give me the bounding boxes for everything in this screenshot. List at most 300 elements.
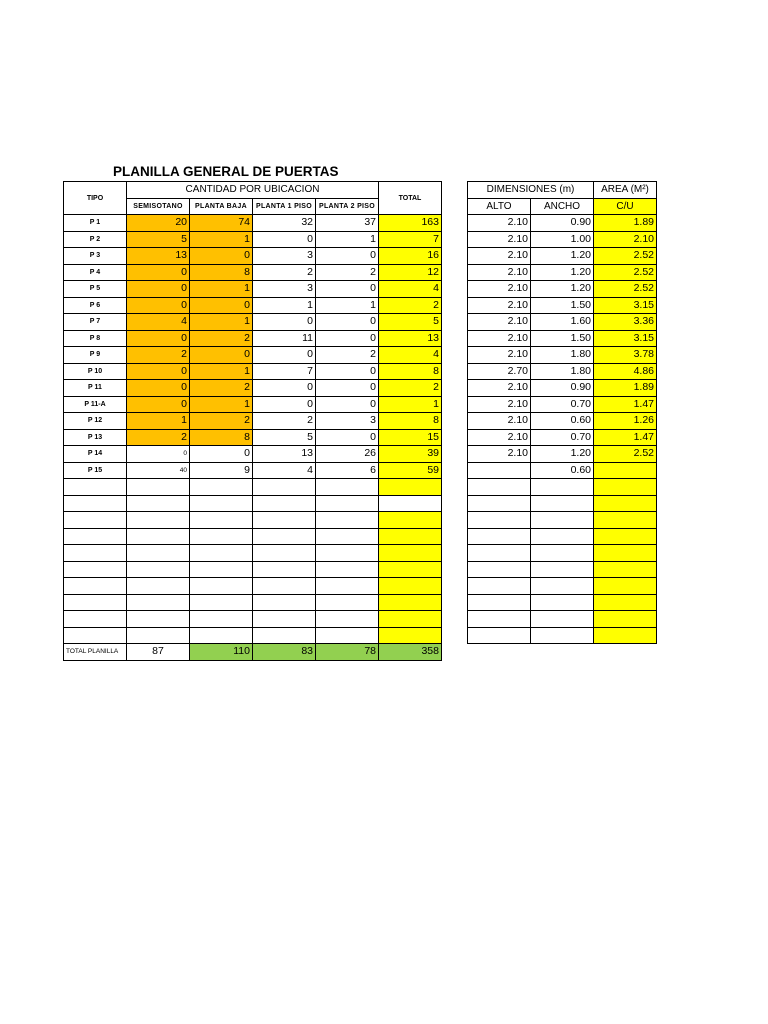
header-semisotano: SEMISOTANO	[127, 198, 190, 215]
empty-cell	[531, 528, 594, 545]
cell-tipo: P 7	[64, 314, 127, 331]
cell-alto: 2.10	[468, 281, 531, 298]
spacer-cell	[442, 330, 468, 347]
cell-tipo: P 11-A	[64, 396, 127, 413]
cell-planta-2: 0	[316, 248, 379, 265]
empty-cell	[64, 627, 127, 644]
cell-tipo: P 13	[64, 429, 127, 446]
empty-cell	[64, 594, 127, 611]
cell-planta-baja: 8	[190, 429, 253, 446]
header-cu: C/U	[594, 198, 657, 215]
total-planta-2: 78	[316, 644, 379, 661]
empty-cell	[316, 578, 379, 595]
empty-cell	[127, 512, 190, 529]
empty-cell	[531, 561, 594, 578]
cell-planta-1: 7	[253, 363, 316, 380]
empty-cell	[190, 578, 253, 595]
cell-planta-baja: 1	[190, 314, 253, 331]
empty-cell	[190, 495, 253, 512]
cell-planta-2: 37	[316, 215, 379, 232]
cell-tipo: P 9	[64, 347, 127, 364]
cell-planta-1: 0	[253, 231, 316, 248]
table-row	[64, 314, 657, 331]
header-row-2	[64, 198, 657, 215]
total-planta-1: 83	[253, 644, 316, 661]
empty-cell	[468, 528, 531, 545]
cell-ancho: 1.20	[531, 281, 594, 298]
cell-total: 4	[379, 347, 442, 364]
cell-area: 1.26	[594, 413, 657, 430]
spacer-cell	[442, 462, 468, 479]
cell-ancho: 0.90	[531, 215, 594, 232]
empty-cell	[531, 479, 594, 496]
table-row	[64, 347, 657, 364]
cell-alto: 2.70	[468, 363, 531, 380]
cell-area: 2.52	[594, 281, 657, 298]
table-row	[64, 297, 657, 314]
cell-semisotano: 2	[127, 347, 190, 364]
cell-alto: 2.10	[468, 297, 531, 314]
empty-cell	[316, 528, 379, 545]
cell-planta-baja: 2	[190, 380, 253, 397]
cell-ancho: 0.60	[531, 462, 594, 479]
cell-planta-baja: 0	[190, 446, 253, 463]
empty-cell	[127, 528, 190, 545]
cell-planta-2: 0	[316, 380, 379, 397]
cell-ancho: 0.60	[531, 413, 594, 430]
cell-alto: 2.10	[468, 264, 531, 281]
cell-planta-baja: 0	[190, 297, 253, 314]
empty-cell	[253, 528, 316, 545]
table-row	[64, 363, 657, 380]
empty-cell	[253, 495, 316, 512]
empty-row	[64, 479, 657, 496]
cell-semisotano: 40	[127, 462, 190, 479]
empty-cell	[442, 594, 468, 611]
empty-cell	[379, 512, 442, 529]
header-total: TOTAL	[379, 182, 442, 215]
empty-cell	[190, 627, 253, 644]
table-row	[64, 462, 657, 479]
cell-tipo: P 6	[64, 297, 127, 314]
cell-alto: 2.10	[468, 314, 531, 331]
cell-planta-1: 4	[253, 462, 316, 479]
cell-area: 3.36	[594, 314, 657, 331]
empty-cell	[594, 512, 657, 529]
cell-planta-1: 0	[253, 396, 316, 413]
cell-area: 1.47	[594, 396, 657, 413]
cell-planta-2: 0	[316, 429, 379, 446]
empty-cell	[64, 512, 127, 529]
cell-tipo: P 2	[64, 231, 127, 248]
empty-cell	[468, 545, 531, 562]
cell-planta-2: 0	[316, 314, 379, 331]
header-ancho: ANCHO	[531, 198, 594, 215]
cell-planta-baja: 1	[190, 281, 253, 298]
cell-tipo: P 14	[64, 446, 127, 463]
empty-cell	[531, 495, 594, 512]
sheet-title: PLANILLA GENERAL DE PUERTAS	[113, 164, 339, 179]
empty-cell	[468, 594, 531, 611]
cell-alto: 2.10	[468, 215, 531, 232]
cell-total: 4	[379, 281, 442, 298]
header-tipo: TIPO	[64, 182, 127, 215]
cell-alto: 2.10	[468, 380, 531, 397]
empty-cell	[190, 545, 253, 562]
empty-cell	[379, 561, 442, 578]
empty-cell	[190, 479, 253, 496]
cell-alto: 2.10	[468, 413, 531, 430]
empty-cell	[127, 594, 190, 611]
cell-total: 5	[379, 314, 442, 331]
empty-cell	[316, 627, 379, 644]
cell-planta-1: 2	[253, 413, 316, 430]
cell-ancho: 1.60	[531, 314, 594, 331]
total-planta-baja: 110	[190, 644, 253, 661]
header-area: AREA (M²)	[594, 182, 657, 199]
spacer-cell	[442, 380, 468, 397]
cell-ancho: 1.50	[531, 297, 594, 314]
cell-area: 3.15	[594, 297, 657, 314]
cell-total: 2	[379, 380, 442, 397]
empty-cell	[594, 479, 657, 496]
cell-planta-1: 0	[253, 314, 316, 331]
empty-cell	[127, 495, 190, 512]
cell-semisotano: 0	[127, 446, 190, 463]
cell-tipo: P 10	[64, 363, 127, 380]
cell-planta-2: 0	[316, 281, 379, 298]
empty-cell	[190, 611, 253, 628]
spacer-cell	[442, 248, 468, 265]
cell-alto: 2.10	[468, 347, 531, 364]
table-row	[64, 396, 657, 413]
cell-semisotano: 0	[127, 380, 190, 397]
cell-planta-1: 3	[253, 248, 316, 265]
cell-ancho: 1.20	[531, 446, 594, 463]
cell-alto: 2.10	[468, 330, 531, 347]
empty-cell	[253, 578, 316, 595]
empty-cell	[253, 545, 316, 562]
empty-cell	[127, 561, 190, 578]
empty-cell	[127, 611, 190, 628]
cell-area: 2.52	[594, 446, 657, 463]
spacer-cell	[442, 446, 468, 463]
table-row	[64, 380, 657, 397]
cell-planta-baja: 1	[190, 231, 253, 248]
empty-cell	[468, 627, 531, 644]
cell-semisotano: 0	[127, 330, 190, 347]
empty-cell	[253, 627, 316, 644]
doors-table	[63, 181, 657, 661]
cell-ancho: 0.70	[531, 429, 594, 446]
empty-cell	[64, 495, 127, 512]
empty-row	[64, 545, 657, 562]
spacer-cell	[442, 314, 468, 331]
cell-semisotano: 0	[127, 396, 190, 413]
empty-cell	[442, 512, 468, 529]
cell-tipo: P 1	[64, 215, 127, 232]
cell-total: 16	[379, 248, 442, 265]
empty-cell	[468, 512, 531, 529]
cell-planta-baja: 0	[190, 347, 253, 364]
cell-planta-baja: 8	[190, 264, 253, 281]
empty-cell	[316, 545, 379, 562]
cell-planta-2: 1	[316, 231, 379, 248]
cell-tipo: P 5	[64, 281, 127, 298]
cell-planta-2: 26	[316, 446, 379, 463]
cell-alto	[468, 462, 531, 479]
cell-ancho: 1.20	[531, 248, 594, 265]
cell-total: 13	[379, 330, 442, 347]
cell-planta-1: 32	[253, 215, 316, 232]
cell-tipo: P 11	[64, 380, 127, 397]
table-row	[64, 429, 657, 446]
empty-cell	[594, 561, 657, 578]
empty-cell	[190, 561, 253, 578]
empty-cell	[442, 545, 468, 562]
total-row	[64, 644, 657, 661]
header-dimensiones: DIMENSIONES (m)	[468, 182, 594, 199]
spacer-cell	[442, 281, 468, 298]
empty-row	[64, 594, 657, 611]
empty-cell	[379, 495, 442, 512]
empty-cell	[64, 479, 127, 496]
cell-planta-baja: 2	[190, 330, 253, 347]
cell-total: 8	[379, 363, 442, 380]
cell-planta-1: 0	[253, 380, 316, 397]
cell-planta-1: 2	[253, 264, 316, 281]
cell-planta-1: 1	[253, 297, 316, 314]
table-row	[64, 215, 657, 232]
cell-planta-baja: 1	[190, 363, 253, 380]
cell-ancho: 1.80	[531, 363, 594, 380]
empty-cell	[127, 578, 190, 595]
spacer-cell	[442, 231, 468, 248]
cell-planta-2: 0	[316, 363, 379, 380]
cell-planta-2: 0	[316, 396, 379, 413]
empty-row	[64, 578, 657, 595]
empty-cell	[127, 627, 190, 644]
cell-total: 59	[379, 462, 442, 479]
empty-cell	[127, 545, 190, 562]
cell-area: 3.15	[594, 330, 657, 347]
cell-semisotano: 0	[127, 264, 190, 281]
empty-cell	[379, 611, 442, 628]
empty-cell	[379, 594, 442, 611]
cell-ancho: 1.80	[531, 347, 594, 364]
empty-cell	[468, 561, 531, 578]
empty-cell	[127, 479, 190, 496]
cell-total: 15	[379, 429, 442, 446]
empty-cell	[64, 611, 127, 628]
empty-cell	[531, 578, 594, 595]
empty-cell	[442, 479, 468, 496]
empty-cell	[442, 528, 468, 545]
cell-alto: 2.10	[468, 446, 531, 463]
cell-planta-baja: 1	[190, 396, 253, 413]
empty-cell	[316, 561, 379, 578]
cell-semisotano: 0	[127, 363, 190, 380]
cell-planta-2: 0	[316, 330, 379, 347]
cell-tipo: P 4	[64, 264, 127, 281]
empty-cell	[594, 594, 657, 611]
cell-planta-baja: 74	[190, 215, 253, 232]
empty-cell	[442, 561, 468, 578]
empty-cell	[253, 479, 316, 496]
table-row	[64, 281, 657, 298]
empty-row	[64, 528, 657, 545]
cell-ancho: 1.50	[531, 330, 594, 347]
cell-semisotano: 1	[127, 413, 190, 430]
cell-area: 1.89	[594, 215, 657, 232]
cell-alto: 2.10	[468, 396, 531, 413]
empty-cell	[594, 528, 657, 545]
spacer-cell	[442, 413, 468, 430]
cell-semisotano: 0	[127, 297, 190, 314]
cell-semisotano: 2	[127, 429, 190, 446]
cell-tipo: P 3	[64, 248, 127, 265]
empty-cell	[379, 627, 442, 644]
empty-cell	[316, 479, 379, 496]
header-cantidad: CANTIDAD POR UBICACION	[127, 182, 379, 199]
empty-cell	[253, 512, 316, 529]
cell-planta-2: 2	[316, 264, 379, 281]
empty-cell	[468, 611, 531, 628]
cell-tipo: P 12	[64, 413, 127, 430]
empty-cell	[379, 479, 442, 496]
cell-area: 1.47	[594, 429, 657, 446]
cell-planta-1: 13	[253, 446, 316, 463]
empty-cell	[531, 611, 594, 628]
table-row	[64, 264, 657, 281]
table-row	[64, 413, 657, 430]
spacer-cell	[442, 297, 468, 314]
empty-cell	[253, 611, 316, 628]
empty-row	[64, 611, 657, 628]
cell-semisotano: 13	[127, 248, 190, 265]
header-planta-2: PLANTA 2 PISO	[316, 198, 379, 215]
empty-cell	[442, 611, 468, 628]
empty-cell	[531, 512, 594, 529]
cell-planta-2: 6	[316, 462, 379, 479]
empty-row	[64, 495, 657, 512]
cell-tipo: P 15	[64, 462, 127, 479]
header-planta-baja: PLANTA BAJA	[190, 198, 253, 215]
cell-total: 163	[379, 215, 442, 232]
spacer-cell	[442, 347, 468, 364]
empty-cell	[253, 561, 316, 578]
cell-alto: 2.10	[468, 429, 531, 446]
cell-semisotano: 4	[127, 314, 190, 331]
empty-cell	[442, 495, 468, 512]
spacer-cell	[442, 215, 468, 232]
empty-cell	[468, 578, 531, 595]
empty-cell	[379, 528, 442, 545]
empty-cell	[594, 611, 657, 628]
cell-total: 8	[379, 413, 442, 430]
empty-cell	[531, 627, 594, 644]
total-semisotano: 87	[127, 644, 190, 661]
table-row	[64, 231, 657, 248]
cell-total: 7	[379, 231, 442, 248]
empty-cell	[594, 578, 657, 595]
empty-cell	[531, 594, 594, 611]
cell-area: 2.52	[594, 248, 657, 265]
cell-ancho: 0.90	[531, 380, 594, 397]
cell-planta-1: 0	[253, 347, 316, 364]
header-alto: ALTO	[468, 198, 531, 215]
empty-cell	[594, 495, 657, 512]
cell-total: 12	[379, 264, 442, 281]
cell-total: 39	[379, 446, 442, 463]
cell-area: 3.78	[594, 347, 657, 364]
table-row	[64, 330, 657, 347]
empty-cell	[64, 545, 127, 562]
total-label: TOTAL PLANILLA	[64, 644, 127, 661]
empty-cell	[190, 528, 253, 545]
empty-cell	[468, 479, 531, 496]
cell-planta-1: 11	[253, 330, 316, 347]
spacer-cell	[442, 363, 468, 380]
cell-planta-2: 1	[316, 297, 379, 314]
cell-planta-1: 3	[253, 281, 316, 298]
cell-area: 2.52	[594, 264, 657, 281]
empty-cell	[64, 578, 127, 595]
cell-ancho: 1.20	[531, 264, 594, 281]
spacer-cell	[442, 182, 468, 215]
cell-planta-baja: 0	[190, 248, 253, 265]
empty-cell	[190, 594, 253, 611]
empty-cell	[190, 512, 253, 529]
empty-cell	[253, 594, 316, 611]
empty-cell	[64, 561, 127, 578]
empty-cell	[594, 545, 657, 562]
cell-semisotano: 5	[127, 231, 190, 248]
header-row-1	[64, 182, 657, 199]
cell-planta-baja: 2	[190, 413, 253, 430]
empty-cell	[316, 512, 379, 529]
cell-total: 2	[379, 297, 442, 314]
table-row	[64, 248, 657, 265]
empty-cell	[316, 611, 379, 628]
spacer-cell	[442, 396, 468, 413]
empty-cell	[442, 578, 468, 595]
cell-tipo: P 8	[64, 330, 127, 347]
empty-cell	[379, 578, 442, 595]
empty-cell	[442, 627, 468, 644]
empty-cell	[594, 627, 657, 644]
cell-semisotano: 0	[127, 281, 190, 298]
empty-row	[64, 561, 657, 578]
cell-total: 1	[379, 396, 442, 413]
cell-area: 1.89	[594, 380, 657, 397]
header-planta-1: PLANTA 1 PISO	[253, 198, 316, 215]
cell-ancho: 1.00	[531, 231, 594, 248]
spacer-cell	[442, 264, 468, 281]
cell-semisotano: 20	[127, 215, 190, 232]
empty-cell	[468, 495, 531, 512]
cell-planta-2: 3	[316, 413, 379, 430]
cell-alto: 2.10	[468, 231, 531, 248]
cell-planta-2: 2	[316, 347, 379, 364]
empty-row	[64, 627, 657, 644]
empty-cell	[531, 545, 594, 562]
total-general: 358	[379, 644, 442, 661]
cell-alto: 2.10	[468, 248, 531, 265]
empty-cell	[316, 594, 379, 611]
empty-row	[64, 512, 657, 529]
cell-planta-1: 5	[253, 429, 316, 446]
